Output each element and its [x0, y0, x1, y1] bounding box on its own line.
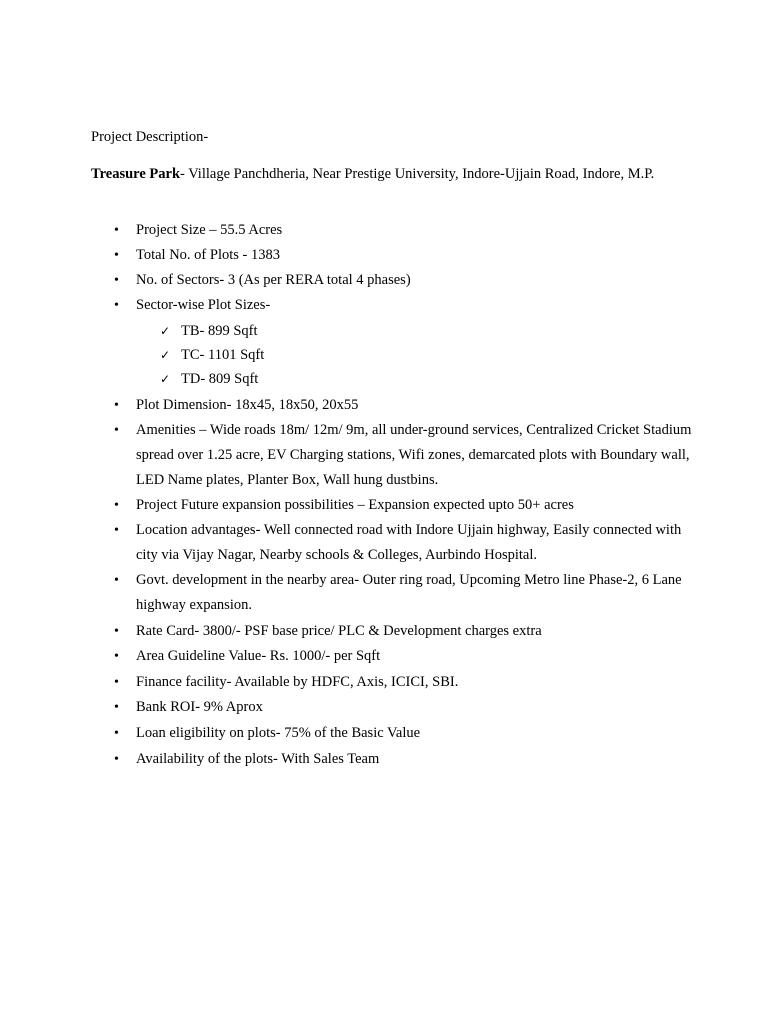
list-item-text: Finance facility- Available by HDFC, Axis, ICICI, SBI.	[136, 674, 459, 690]
bullet-icon: •	[114, 248, 119, 263]
list-item-text: Loan eligibility on plots- 75% of the Basic Value	[136, 725, 421, 741]
list-item-text: Rate Card- 3800/- PSF base price/ PLC & Development charges extra	[136, 623, 542, 639]
list-item-text: Amenities – Wide roads 18m/ 12m/ 9m, all under-ground services, Centralized Cricket Stadium spread over 1.25 acre, EV Charging stations, Wifi zones, demarcated plots with Boundary wall, LED Name plates, Planter Box, Wall hung dustbins.	[136, 422, 692, 488]
bullet-icon: •	[114, 726, 119, 741]
list-item-text: Bank ROI- 9% Aprox	[136, 699, 263, 715]
bullet-icon: •	[114, 298, 119, 313]
project-name: Treasure Park	[91, 166, 181, 182]
list-item-text: No. of Sectors- 3 (As per RERA total 4 phases)	[136, 272, 411, 288]
bullet-icon: •	[114, 273, 119, 288]
list-item-text: Availability of the plots- With Sales Team	[136, 751, 380, 767]
sub-list-item-text: TB- 899 Sqft	[181, 323, 258, 339]
bullet-icon: •	[114, 700, 119, 715]
list-item-text: Location advantages- Well connected road with Indore Ujjain highway, Easily connected with city via Vijay Nagar, Nearby schools & Colleges, Aurbindo Hospital.	[136, 522, 682, 563]
bullet-icon: •	[114, 398, 119, 413]
list-item-text: Plot Dimension- 18x45, 18x50, 20x55	[136, 397, 359, 413]
checkmark-icon: ✓	[160, 372, 171, 386]
sub-list-item-text: TC- 1101 Sqft	[181, 347, 265, 363]
sub-list-item-text: TD- 809 Sqft	[181, 371, 259, 387]
bullet-icon: •	[114, 498, 119, 513]
bullet-icon: •	[114, 624, 119, 639]
bullet-icon: •	[114, 223, 119, 238]
list-item-text: Sector-wise Plot Sizes-	[136, 297, 271, 313]
bullet-icon: •	[114, 649, 119, 664]
bullet-icon: •	[114, 573, 119, 588]
project-description-heading: Project Description-	[91, 129, 209, 145]
checkmark-icon: ✓	[160, 324, 171, 338]
bullet-icon: •	[114, 423, 119, 438]
list-item-text: Area Guideline Value- Rs. 1000/- per Sqft	[136, 648, 381, 664]
project-address: - Village Panchdheria, Near Prestige University, Indore-Ujjain Road, Indore, M.P.	[180, 166, 655, 182]
checkmark-icon: ✓	[160, 348, 171, 362]
list-item-text: Govt. development in the nearby area- Outer ring road, Upcoming Metro line Phase-2, 6 Lane highway expansion.	[136, 572, 682, 613]
list-item-text: Total No. of Plots - 1383	[136, 247, 280, 263]
project-intro	[91, 162, 681, 187]
bullet-icon: •	[114, 523, 119, 538]
list-item-text: Project Size – 55.5 Acres	[136, 222, 283, 238]
list-item-text: Project Future expansion possibilities – Expansion expected upto 50+ acres	[136, 497, 574, 513]
bullet-icon: •	[114, 752, 119, 767]
bullet-icon: •	[114, 675, 119, 690]
